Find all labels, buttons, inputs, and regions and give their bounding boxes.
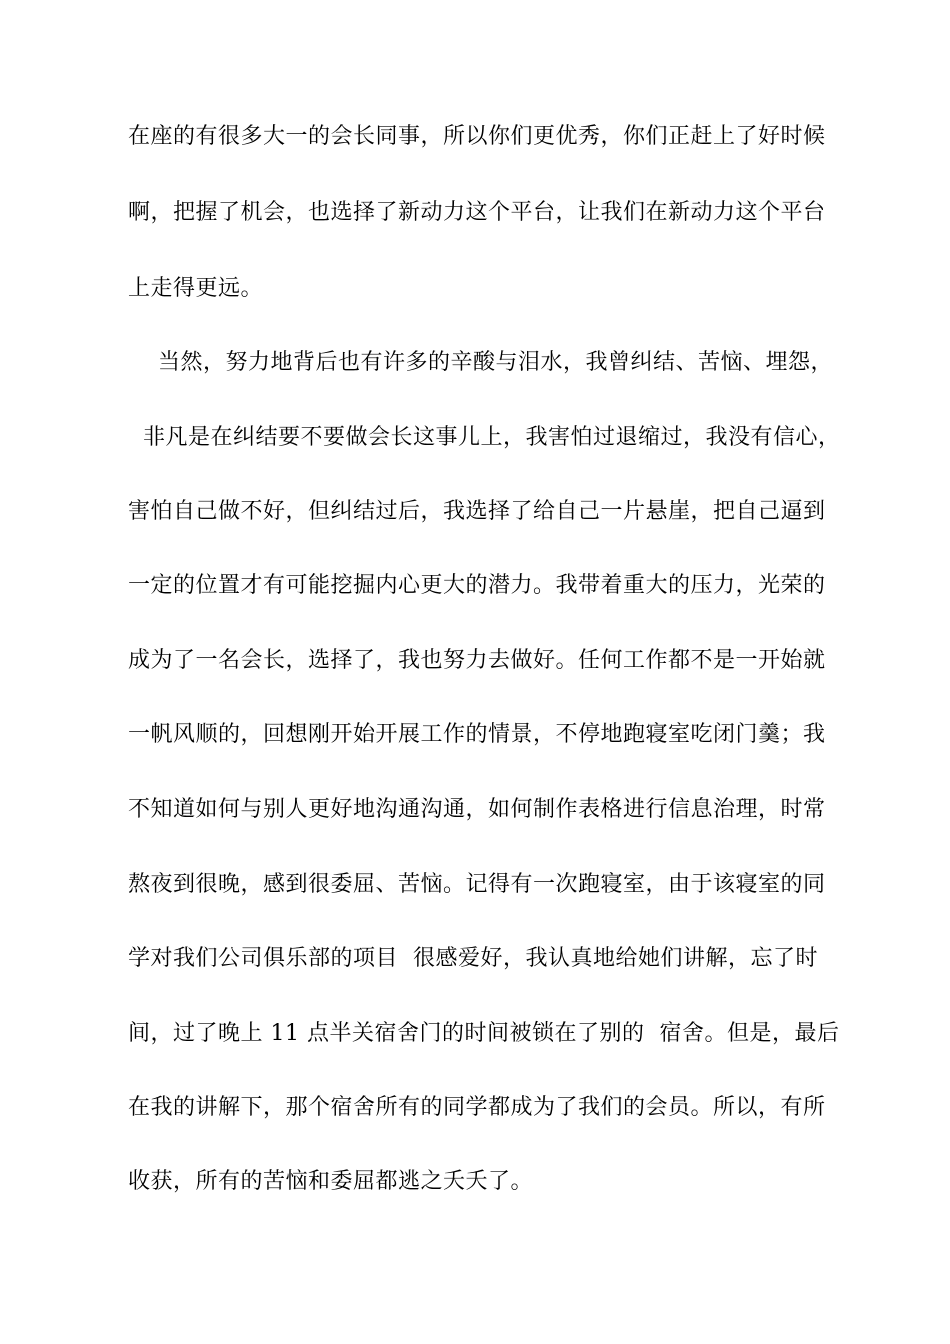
text-line: 害怕自己做不好，但纠结过后，我选择了给自己一片悬崖，把自己逼到 bbox=[128, 499, 826, 524]
text-line: 在座的有很多大一的会长同事，所以你们更优秀，你们正赶上了好时候 bbox=[128, 124, 826, 149]
text-line: 一定的位置才有可能挖掘内心更大的潜力。我带着重大的压力，光荣的 bbox=[128, 573, 826, 598]
text-line: 上走得更远。 bbox=[128, 276, 264, 301]
text-line: 成为了一名会长，选择了，我也努力去做好。任何工作都不是一开始就 bbox=[128, 648, 826, 673]
text-line: 学对我们公司俱乐部的项目 很感爱好，我认真地给她们讲解，忘了时 bbox=[128, 946, 818, 971]
text-line: 熬夜到很晚，感到很委屈、苦恼。记得有一次跑寝室，由于该寝室的同 bbox=[128, 872, 826, 897]
text-line: 啊，把握了机会，也选择了新动力这个平台，让我们在新动力这个平台 bbox=[128, 200, 826, 225]
text-line: 在我的讲解下，那个宿舍所有的同学都成为了我们的会员。所以，有所 bbox=[128, 1095, 826, 1120]
text-line: 一帆风顺的，回想刚开始开展工作的情景，不停地跑寝室吃闭门羹；我 bbox=[128, 722, 826, 747]
text-line: 收获，所有的苦恼和委屈都逃之夭夭了。 bbox=[128, 1169, 534, 1194]
text-line: 当然，努力地背后也有许多的辛酸与泪水，我曾纠结、苦恼、埋怨， bbox=[128, 350, 833, 375]
text-line: 间，过了晚上 11 点半关宿舍门的时间被锁在了别的 宿舍。但是，最后 bbox=[128, 1021, 840, 1046]
text-line: 非凡是在纠结要不要做会长这事儿上，我害怕过退缩过，我没有信心， bbox=[128, 425, 841, 450]
text-line: 不知道如何与别人更好地沟通沟通，如何制作表格进行信息治理，时常 bbox=[128, 797, 826, 822]
